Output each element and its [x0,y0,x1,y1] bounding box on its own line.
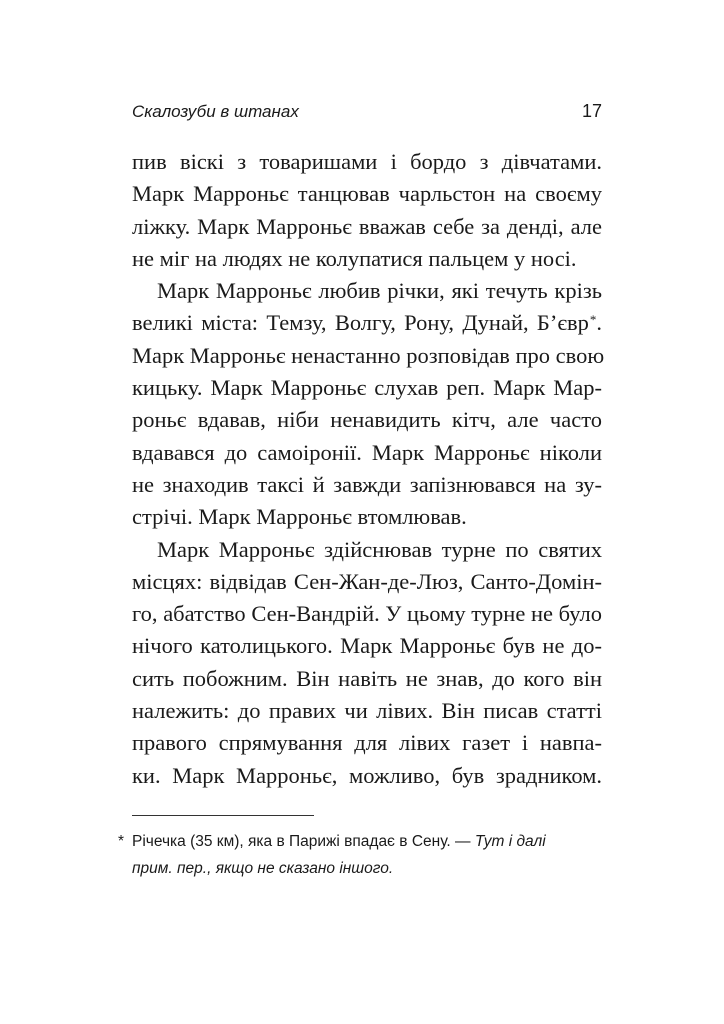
text-line: сить побожним. Він навіть не знав, до кого він [132,665,602,691]
footnote-divider [132,815,314,816]
text-line: нічого католицького. Марк Марроньє був не до- [132,633,602,659]
text-line [132,307,602,339]
text-line: Марк Марроньє любив річки, які течуть крізь [157,278,602,304]
text-line: пив віскі з товаришами і бордо з дівчатами. [132,149,602,174]
book-title: Скалозуби в штанах [132,102,299,121]
text-line: не знаходив таксі й завжди запізнювався на зу- [132,471,602,497]
text-line: роньє вдавав, ніби ненавидить кітч, але часто [132,407,602,433]
text-line: місцях: відвідав Сен-Жан-де-Люз, Санто-Домін- [132,568,602,594]
page-number: 17 [581,101,602,121]
text-line: належить: до правих чи лівих. Він писав статті [132,698,602,724]
text-line: ки. Марк Марроньє, можливо, був зрадником. [132,762,602,788]
text-line: го, абатство Сен-Вандрій. У цьому турне не було [132,601,602,627]
text-line-content: великі міста: Темзу, Волгу, Рону, Дунай, Б’євр [132,310,589,336]
footnote [118,828,608,882]
text-line: Марк Марроньє танцював чарльстон на своєму [132,181,602,207]
body-text [132,146,605,792]
text-line: стрічі. Марк Марроньє втомлював. [132,504,467,530]
footnote-italic-text: прим. пер., якщо не сказано іншого. [132,860,394,877]
text-line: кицьку. Марк Марроньє слухав реп. Марк Мар- [132,375,602,401]
footnote-line [118,828,608,855]
text-line: Марк Марроньє здійснював турне по святих [157,536,602,562]
running-header [132,101,602,122]
footnote-reference: * [589,312,597,328]
text-line: правого спрямування для лівих газет і навпа- [132,730,602,756]
footnote-text: Річечка (35 км), яка в Парижі впадає в Сену. — [132,833,475,850]
text-line: вдавався до самоіронії. Марк Марроньє ніколи [132,439,602,465]
footnote-italic-text: Тут і далі [474,833,546,850]
footnote-mark: * [118,833,125,850]
text-line: ліжку. Марк Марроньє вважав себе за денді, але [132,213,602,239]
footnote-line [118,855,608,882]
line-ending-punctuation: . [596,310,602,336]
text-line: не міг на людях не колупатися пальцем у носі. [132,245,577,271]
text-line: Марк Марроньє ненастанно розповідав про свою [132,342,605,368]
